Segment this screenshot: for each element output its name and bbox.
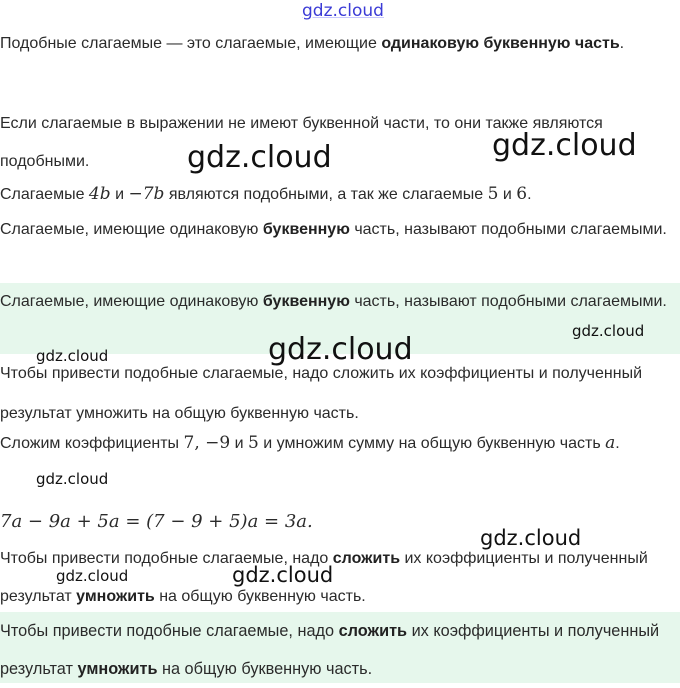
- text: Чтобы привести подобные слагаемые, надо: [0, 550, 333, 567]
- bold-term: одинаковую буквенную часть: [381, 35, 620, 52]
- text: Сложим коэффициенты: [0, 435, 184, 452]
- highlight-text: [0, 612, 680, 688]
- text: на общую буквенную часть.: [154, 588, 366, 605]
- instruction-paragraph: Чтобы привести подобные слагаемые, надо сложить их коэффициенты и полученный результат умножить на общую буквенную часть.: [0, 365, 643, 422]
- text: Слагаемые: [0, 186, 89, 203]
- math-term: −7b: [128, 184, 165, 204]
- text: и: [230, 435, 249, 452]
- coefficients-paragraph: [0, 424, 680, 463]
- watermark: gdz.cloud: [572, 322, 645, 340]
- text: и: [498, 186, 517, 203]
- bold-term: умножить: [76, 588, 155, 605]
- math-number: 7, −9: [183, 433, 231, 453]
- watermark: gdz.cloud: [268, 332, 413, 367]
- bold-term: сложить: [332, 550, 401, 567]
- formula: 7a − 9a + 5a = (7 − 9 + 5)a = 3a.: [0, 511, 313, 532]
- bold-term: буквенную: [262, 293, 350, 310]
- watermark: gdz.cloud: [36, 470, 109, 488]
- watermark: gdz.cloud: [56, 567, 129, 585]
- bold-term: умножить: [77, 660, 158, 678]
- text: и: [110, 186, 129, 203]
- math-number: 6: [516, 184, 528, 204]
- watermark: gdz.cloud: [480, 526, 582, 550]
- text: их коэффициенты и полученный результат: [0, 622, 660, 678]
- highlight-text: [0, 283, 680, 321]
- text: и умножим сумму на общую буквенную часть: [258, 435, 606, 452]
- text: .: [619, 35, 625, 52]
- text: часть, называют подобными слагаемыми.: [349, 221, 667, 238]
- watermark: gdz.cloud: [492, 128, 637, 163]
- text: Подобные слагаемые — это слагаемые, имеющие: [0, 35, 382, 52]
- text: .: [615, 435, 620, 452]
- text: Слагаемые, имеющие одинаковую: [0, 221, 263, 238]
- note-paragraph: Если слагаемые в выражении не имеют буквенной части, то они также являются подобными.: [0, 115, 603, 170]
- watermark: gdz.cloud: [302, 1, 384, 21]
- highlight-box: [0, 612, 680, 683]
- math-term: a: [605, 433, 616, 453]
- watermark: gdz.cloud: [36, 347, 109, 365]
- watermark: gdz.cloud: [232, 563, 334, 587]
- math-number: 5: [248, 433, 259, 453]
- example-paragraph: [0, 175, 680, 214]
- math-number: 5: [487, 184, 499, 204]
- text: их коэффициенты и полученный результат: [0, 550, 648, 605]
- text: часть, называют подобными слагаемыми.: [349, 293, 667, 310]
- definition-paragraph: [0, 25, 680, 63]
- text: Слагаемые, имеющие одинаковую: [0, 293, 263, 310]
- text: .: [527, 186, 532, 203]
- watermark: gdz.cloud: [187, 140, 332, 175]
- math-term: 4b: [88, 184, 111, 204]
- rule-paragraph: [0, 211, 680, 249]
- bold-term: буквенную: [262, 221, 350, 238]
- text: на общую буквенную часть.: [157, 660, 373, 678]
- text: Чтобы привести подобные слагаемые, надо: [0, 622, 339, 640]
- text: являются подобными, а так же слагаемые: [164, 186, 488, 203]
- bold-term: сложить: [338, 622, 408, 640]
